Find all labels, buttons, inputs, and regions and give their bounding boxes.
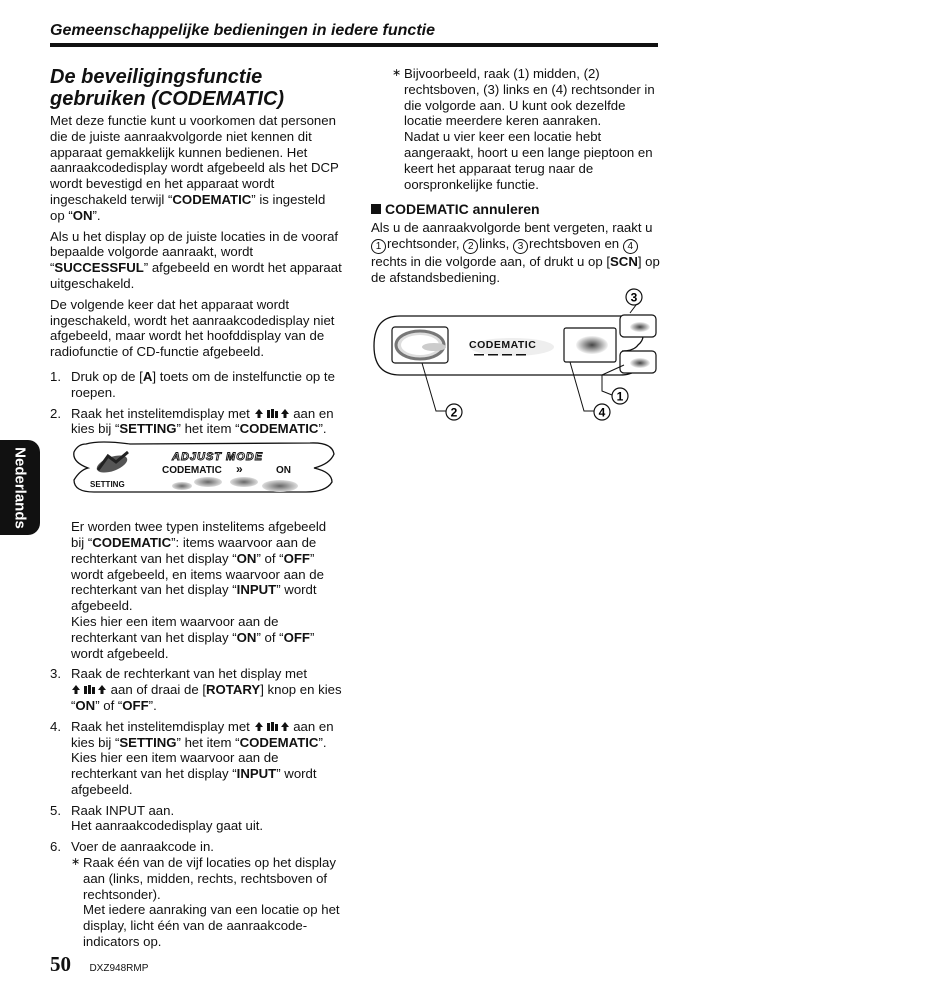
step-2: 2. Raak het instelitemdisplay met aan en kies bij “SETTING” het item “CODEMATIC”. bbox=[50, 405, 334, 437]
right-column bbox=[371, 66, 661, 291]
adjust-mode-display bbox=[70, 440, 336, 494]
page-footer bbox=[50, 952, 148, 977]
language-tab-label: Nederlands bbox=[11, 446, 29, 529]
callout-1: 1 bbox=[616, 389, 624, 404]
model-number: DXZ948RMP bbox=[89, 963, 149, 974]
codematic-touch-display bbox=[370, 285, 662, 425]
touch-arrows-icon bbox=[254, 408, 290, 419]
touch-arrows-icon bbox=[71, 684, 107, 695]
square-bullet-icon bbox=[371, 204, 381, 214]
setting-label: SETTING bbox=[90, 480, 125, 489]
page-number: 50 bbox=[50, 952, 71, 976]
step-6: 6. Voer de aanraakcode in. ∗ Raak één van de vijf locaties op het display aan (links, midden, rechts, rechtsboven of rechtsonder). Met iedere aanraking van een locatie op het display, licht één van de aanraakcode-indicators op. bbox=[50, 839, 342, 950]
intro-paragraph: Met deze functie kunt u voorkomen dat personen die de juiste aanraakvolgorde niet kennen dit apparaat gemakkelijk kunnen bedienen. Het aanraakcodedisplay wordt afgebeeld als het DCP wordt bevestigd en het apparaat wordt ingeschakeld terwijl “CODEMATIC” is ingesteld op “ON”. bbox=[50, 113, 339, 223]
example-note: ∗ Bijvoorbeeld, raak (1) midden, (2) rechtsboven, (3) links en (4) rechtsonder in die volgorde aan. U kunt ook dezelfde locatie meerdere keren aanraken. Nadat u vier keer een locatie hebt aangeraakt, hoort u een lange pieptoon en keert het apparaat terug naar de oorspronkelijke functie. bbox=[392, 66, 655, 192]
item-types-paragraph: Er worden twee typen instelitems afgebeeld bij “CODEMATIC”: items waarvoor aan de rechterkant van het display “ON” of “OFF” wordt afgebeeld, en items waarvoor aan de rechterkant van het display “INPUT” wordt afgebeeld. bbox=[71, 519, 327, 614]
item-arrow-label: » bbox=[236, 462, 243, 476]
step-4: 4. Raak het instelitemdisplay met aan en kies bij “SETTING” het item “CODEMATIC”. Kies hier een item waarvoor aan de rechterkant van het display “INPUT” wordt afgebeeld. bbox=[50, 718, 334, 797]
left-column bbox=[50, 66, 342, 955]
step-1: 1. Druk op de [A] toets om de instelfunctie op te roepen. bbox=[50, 368, 335, 400]
success-paragraph: Als u het display op de juiste locaties in de vooraf bepaalde volgorde aanraakt, wordt “SUCCESSFUL” afgebeeld en wordt het apparaat uitgeschakeld. bbox=[50, 228, 342, 291]
steps-list bbox=[50, 369, 342, 437]
on-value-label: ON bbox=[276, 465, 291, 476]
step-3: 3. Raak de rechterkant van het display met aan of draai de [ROTARY] knop en kies “ON” of “OFF”. bbox=[50, 666, 342, 713]
callout-2: 2 bbox=[450, 405, 458, 420]
callout-3: 3 bbox=[630, 290, 638, 305]
language-tab bbox=[0, 440, 40, 535]
section-header: Gemeenschappelijke bedieningen in iedere functie bbox=[50, 22, 658, 47]
adjust-mode-label: ADJUST MODE bbox=[172, 451, 264, 463]
codematic-display-text: CODEMATIC bbox=[469, 339, 537, 351]
cancel-section-title: CODEMATIC annuleren bbox=[371, 202, 661, 218]
next-time-paragraph: De volgende keer dat het apparaat wordt ingeschakeld, wordt het aanraakcodedisplay niet afgebeeld, maar wordt het hoofddisplay van de radiofunctie of CD-functie afgebeeld. bbox=[50, 296, 335, 360]
codematic-item-label: CODEMATIC bbox=[162, 465, 222, 476]
step-6-note: ∗ Raak één van de vijf locaties op het display aan (links, midden, rechts, rechtsboven of rechtsonder). Met iedere aanraking van een locatie op het display, licht één van de aanraakcode-indicators op. bbox=[71, 855, 340, 950]
callout-4: 4 bbox=[598, 405, 606, 420]
choose-onoff-paragraph: Kies hier een item waarvoor aan de rechterkant van het display “ON” of “OFF” wordt afgebeeld. bbox=[71, 613, 315, 661]
step-5: 5. Raak INPUT aan. Het aanraakcodedisplay gaat uit. bbox=[50, 802, 264, 834]
page-title: De beveiligingsfunctie gebruiken (CODEMATIC) bbox=[50, 66, 285, 110]
touch-arrows-icon bbox=[254, 721, 290, 732]
cancel-paragraph: Als u de aanraakvolgorde bent vergeten, raakt u 1 rechtsonder, 2 links, 3 rechtsboven en 4rechts in die volgorde aan, of drukt u op [SCN] op de afstandsbediening. bbox=[371, 220, 660, 285]
